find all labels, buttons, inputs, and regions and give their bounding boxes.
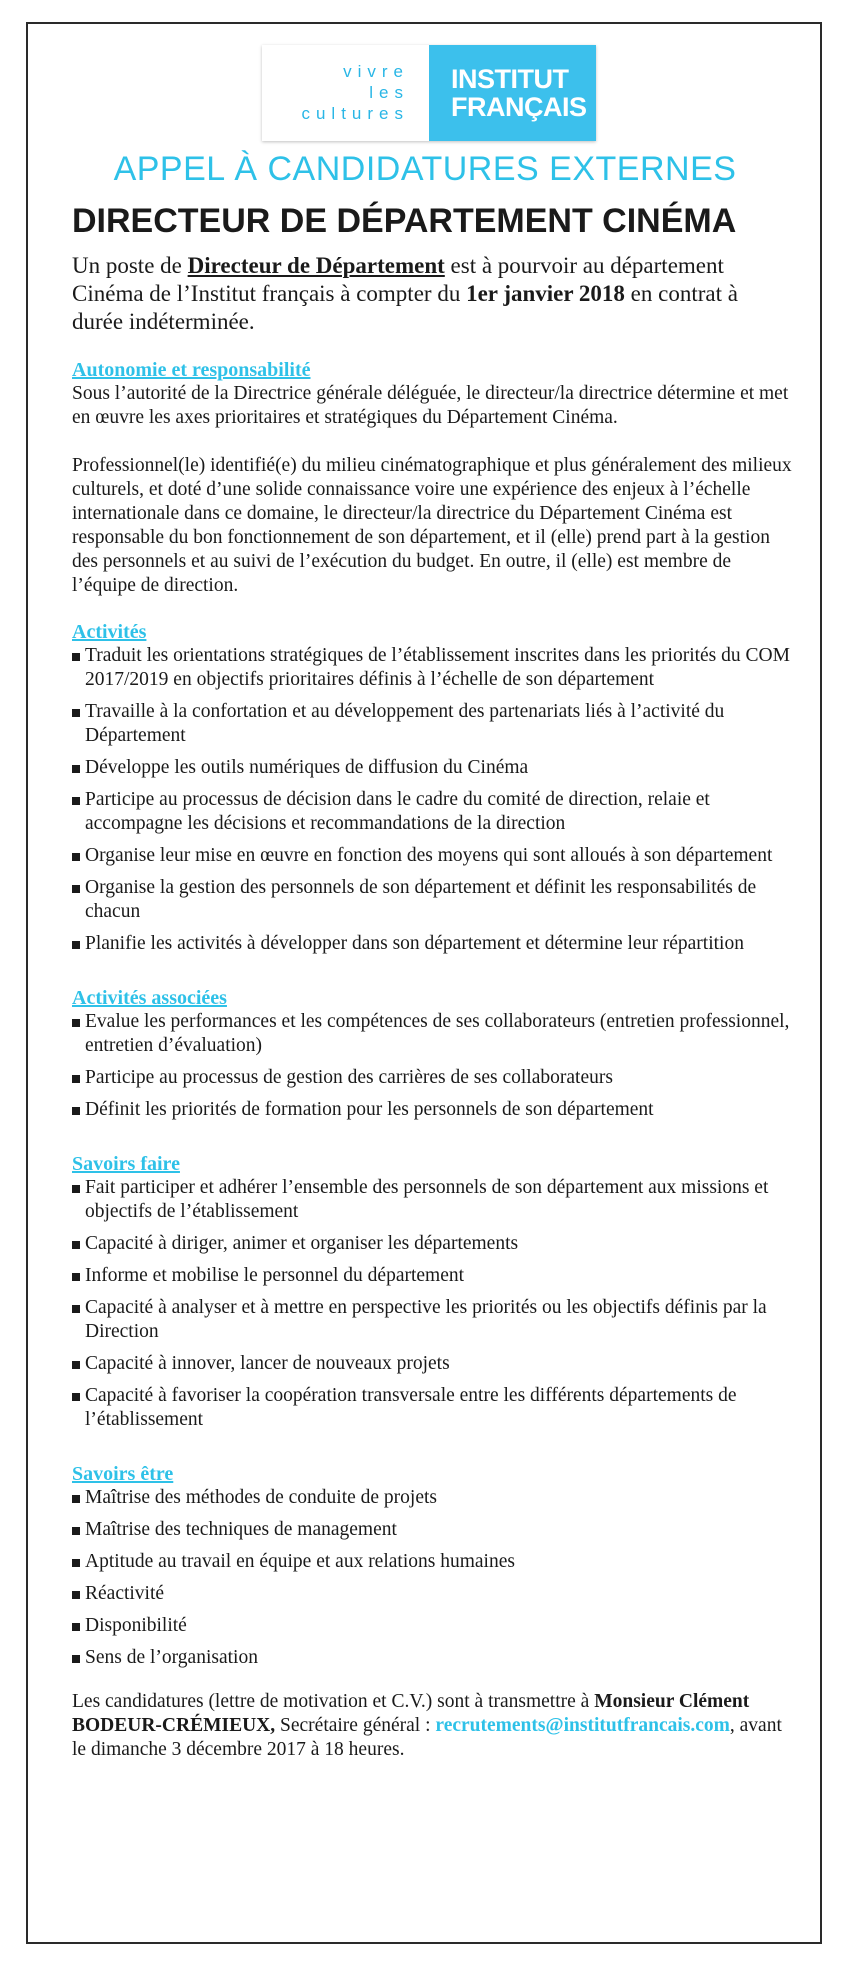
autonomie-paragraph: Sous l’autorité de la Directrice générale déléguée, le directeur/la directrice détermine et met en œuvre les axes prioritaires et stratégiques du Département Cinéma. <box>72 383 789 428</box>
list-item: Maîtrise des techniques de management <box>72 1518 792 1542</box>
section-heading-savoirs-etre: Savoirs être <box>72 1463 174 1485</box>
list-item: Organise leur mise en œuvre en fonction des moyens qui sont alloués à son département <box>72 844 792 868</box>
intro-position: Directeur de Département <box>187 253 445 278</box>
logo-tagline-line: cultures <box>301 104 409 123</box>
logo-brand <box>429 45 596 141</box>
list-item: Traduit les orientations stratégiques de l’établissement inscrites dans les priorités du COM 2017/2019 en objectifs prioritaires définis à l’échelle de son département <box>72 644 792 692</box>
activites-list <box>72 644 792 956</box>
contact-name: Monsieur Clément BODEUR-CRÉMIEUX, <box>72 1691 750 1736</box>
list-item: Capacité à analyser et à mettre en perspective les priorités ou les objectifs définis par la Direction <box>72 1296 792 1344</box>
intro-text: en contrat à durée indéterminée. <box>72 281 738 334</box>
application-instructions <box>72 1690 792 1762</box>
job-title: DIRECTEUR DE DÉPARTEMENT CINÉMA <box>72 202 737 240</box>
autonomie-paragraph: Professionnel(le) identifié(e) du milieu cinématographique et plus généralement des milieux culturels, et doté d’une solide connaissance voire une expérience des enjeux à l’échelle internationale dans ce domaine, le directeur/la directrice du Département Cinéma est responsable du bon fonctionnement de son département, et il (elle) prend part à la gestion des personnels et au suivi de l’exécution du budget. En outre, il (elle) est membre de l’équipe de direction. <box>72 455 792 596</box>
logo-brand-line: FRANÇAIS <box>451 92 587 122</box>
footer-text: Les candidatures (lettre de motivation et C.V.) sont à transmettre à <box>72 1691 595 1712</box>
list-item: Maîtrise des méthodes de conduite de projets <box>72 1486 792 1510</box>
section-heading-savoirs-faire: Savoirs faire <box>72 1153 180 1175</box>
footer-text: Secrétaire général : <box>275 1715 436 1736</box>
call-for-applications-heading: APPEL À CANDIDATURES EXTERNES <box>113 150 737 188</box>
list-item: Organise la gestion des personnels de son département et définit les responsabilités de chacun <box>72 876 792 924</box>
intro-start-date: 1er janvier 2018 <box>466 281 625 306</box>
main-content <box>72 358 792 1762</box>
intro-text: Un poste de <box>72 253 188 278</box>
section-heading-activites: Activités <box>72 621 147 643</box>
list-item: Planifie les activités à développer dans son département et détermine leur répartition <box>72 932 792 956</box>
footer-text: , avant le dimanche 3 décembre 2017 à 18 heures. <box>72 1715 782 1760</box>
list-item: Capacité à favoriser la coopération transversale entre les différents départements de l’établissement <box>72 1384 792 1432</box>
logo-tagline-line: vivre <box>343 62 409 81</box>
section-heading-autonomie: Autonomie et responsabilité <box>72 359 311 381</box>
contact-email-link[interactable]: recrutements@institutfrancais.com <box>435 1715 730 1736</box>
logo-tagline <box>262 45 429 141</box>
savoirs-faire-list <box>72 1176 792 1432</box>
list-item: Capacité à innover, lancer de nouveaux projets <box>72 1352 792 1376</box>
logo-brand-line: INSTITUT <box>451 64 569 94</box>
list-item: Développe les outils numériques de diffusion du Cinéma <box>72 756 792 780</box>
list-item: Fait participer et adhérer l’ensemble des personnels de son département aux missions et objectifs de l’établissement <box>72 1176 792 1224</box>
intro-paragraph <box>72 252 772 336</box>
list-item: Participe au processus de gestion des carrières de ses collaborateurs <box>72 1066 792 1090</box>
list-item: Evalue les performances et les compétences de ses collaborateurs (entretien professionnel, entretien d’évaluation) <box>72 1010 792 1058</box>
section-heading-activites-associees: Activités associées <box>72 987 227 1009</box>
list-item: Disponibilité <box>72 1614 792 1638</box>
intro-text: est à pourvoir au département Cinéma de l’Institut français à compter du <box>72 253 724 306</box>
list-item: Définit les priorités de formation pour les personnels de son département <box>72 1098 792 1122</box>
logo-tagline-line: les <box>369 83 409 102</box>
list-item: Travaille à la confortation et au développement des partenariats liés à l’activité du Département <box>72 700 792 748</box>
list-item: Réactivité <box>72 1582 792 1606</box>
institut-francais-logo <box>262 45 596 141</box>
list-item: Informe et mobilise le personnel du département <box>72 1264 792 1288</box>
activites-associees-list <box>72 1010 792 1122</box>
list-item: Sens de l’organisation <box>72 1646 792 1670</box>
list-item: Capacité à diriger, animer et organiser les départements <box>72 1232 792 1256</box>
savoirs-etre-list <box>72 1486 792 1670</box>
list-item: Aptitude au travail en équipe et aux relations humaines <box>72 1550 792 1574</box>
list-item: Participe au processus de décision dans le cadre du comité de direction, relaie et accompagne les décisions et recommandations de la direction <box>72 788 792 836</box>
